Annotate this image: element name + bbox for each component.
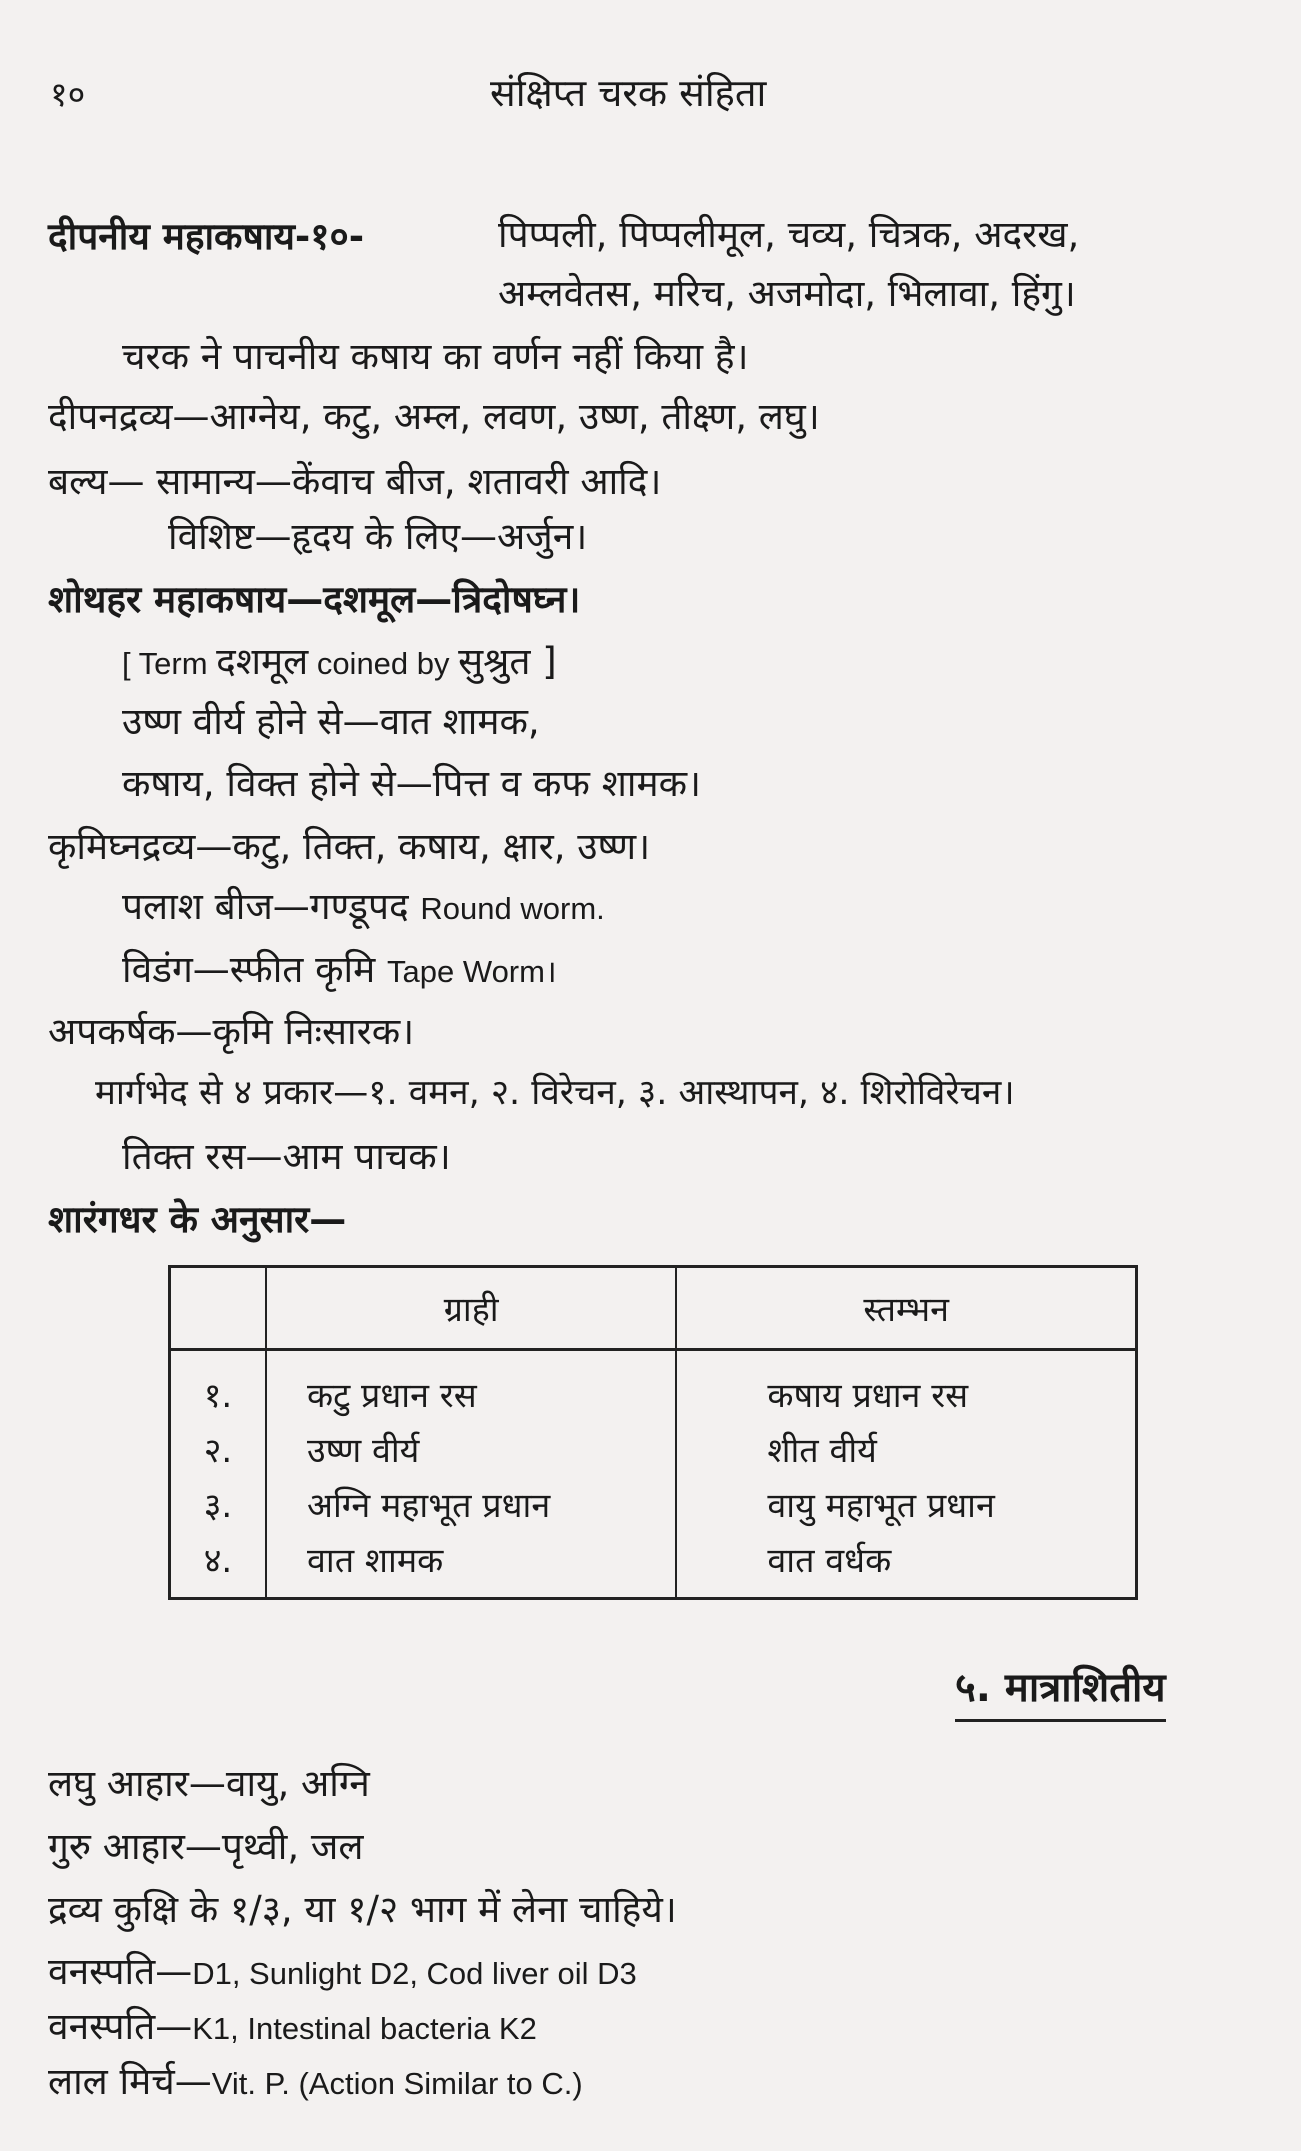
grahi-stambhana-table <box>168 1265 1138 1600</box>
text-part: वनस्पति— <box>48 1950 193 1993</box>
text-line <box>48 2005 537 2049</box>
text-line <box>122 948 557 992</box>
table-header-stambhana: स्तम्भन <box>676 1267 1136 1350</box>
table-header-grahi: ग्राही <box>266 1267 676 1350</box>
table-cell-stambhana <box>676 1350 1136 1599</box>
shothahara-heading: शोथहर महाकषाय—दशमूल—त्रिदोषघ्न। <box>48 578 581 621</box>
text-part: विडंग—स्फीत कृमि <box>122 948 388 991</box>
row-number: ४. <box>203 1541 233 1582</box>
text-part: लाल मिर्च— <box>48 2060 212 2103</box>
table-cell-grahi <box>266 1350 676 1599</box>
dipaniya-heading: दीपनीय महाकषाय-१०- <box>48 215 365 258</box>
text-line: द्रव्य कुक्षि के १/३, या १/२ भाग में लेना चाहिये। <box>48 1888 677 1931</box>
term-note-part: सुश्रुत ] <box>458 640 557 683</box>
text-line: मार्गभेद से ४ प्रकार—१. वमन, २. विरेचन, ३. आस्थापन, ४. शिरोविरेचन। <box>95 1073 1015 1113</box>
text-line: कृमिघ्नद्रव्य—कटु, तिक्त, कषाय, क्षार, उष्ण। <box>48 825 651 868</box>
text-part: पलाश बीज—गण्डूपद <box>122 885 421 928</box>
text-line: कषाय, विक्त होने से—पित्त व कफ शामक। <box>122 762 702 805</box>
term-note-part: दशमूल <box>216 640 309 683</box>
grahi-item: उष्ण वीर्य <box>307 1431 420 1472</box>
text-line <box>48 1950 637 1994</box>
term-note-part: [ Term <box>122 646 217 681</box>
dipaniya-list-line2: अम्लवेतस, मरिच, अजमोदा, भिलावा, हिंगु। <box>498 272 1076 315</box>
section-heading: ५. मात्राशितीय <box>955 1658 1166 1722</box>
stambhana-item: वायु महाभूत प्रधान <box>767 1486 995 1527</box>
text-line <box>122 885 605 929</box>
dipaniya-list-line1: पिप्पली, पिप्पलीमूल, चव्य, चित्रक, अदरख, <box>498 213 1080 256</box>
term-note-part: coined by <box>308 646 459 681</box>
text-line: उष्ण वीर्य होने से—वात शामक, <box>122 700 540 743</box>
text-line: लघु आहार—वायु, अग्नि <box>48 1762 370 1805</box>
sharangadhara-heading: शारंगधर के अनुसार— <box>48 1198 347 1241</box>
text-line: विशिष्ट—हृदय के लिए—अर्जुन। <box>168 515 588 558</box>
text-line: तिक्त रस—आम पाचक। <box>122 1135 451 1178</box>
grahi-item: वात शामक <box>307 1541 444 1582</box>
page-title: संक्षिप्त चरक संहिता <box>490 71 767 115</box>
text-line <box>48 2060 583 2104</box>
row-number: ३. <box>203 1486 233 1527</box>
row-number: २. <box>203 1431 233 1472</box>
page-number: १० <box>50 75 86 115</box>
stambhana-item: वात वर्धक <box>767 1541 892 1582</box>
stambhana-item: शीत वीर्य <box>767 1431 877 1472</box>
text-part: वनस्पति— <box>48 2005 193 2048</box>
row-number: १. <box>203 1376 233 1416</box>
text-part: Vit. P. (Action Similar to C.) <box>211 2066 583 2101</box>
table-header-num <box>170 1267 267 1350</box>
text-part: K1, Intestinal bacteria K2 <box>192 2011 537 2046</box>
term-note <box>122 640 557 684</box>
text-line: गुरु आहार—पृथ्वी, जल <box>48 1825 364 1868</box>
text-part: Tape Worm। <box>387 954 557 989</box>
text-line: चरक ने पाचनीय कषाय का वर्णन नहीं किया है। <box>122 335 749 378</box>
text-line: दीपनद्रव्य—आग्नेय, कटु, अम्ल, लवण, उष्ण, तीक्ष्ण, लघु। <box>48 395 820 438</box>
text-line: बल्य— सामान्य—केंवाच बीज, शतावरी आदि। <box>48 460 662 503</box>
grahi-item: अग्नि महाभूत प्रधान <box>307 1486 551 1527</box>
text-line: अपकर्षक—कृमि निःसारक। <box>48 1010 415 1053</box>
table-cell-numbers <box>170 1350 267 1599</box>
text-part: Round worm. <box>420 891 605 926</box>
grahi-item: कटु प्रधान रस <box>307 1376 477 1416</box>
stambhana-item: कषाय प्रधान रस <box>767 1376 969 1416</box>
text-part: D1, Sunlight D2, Cod liver oil D3 <box>192 1956 637 1991</box>
